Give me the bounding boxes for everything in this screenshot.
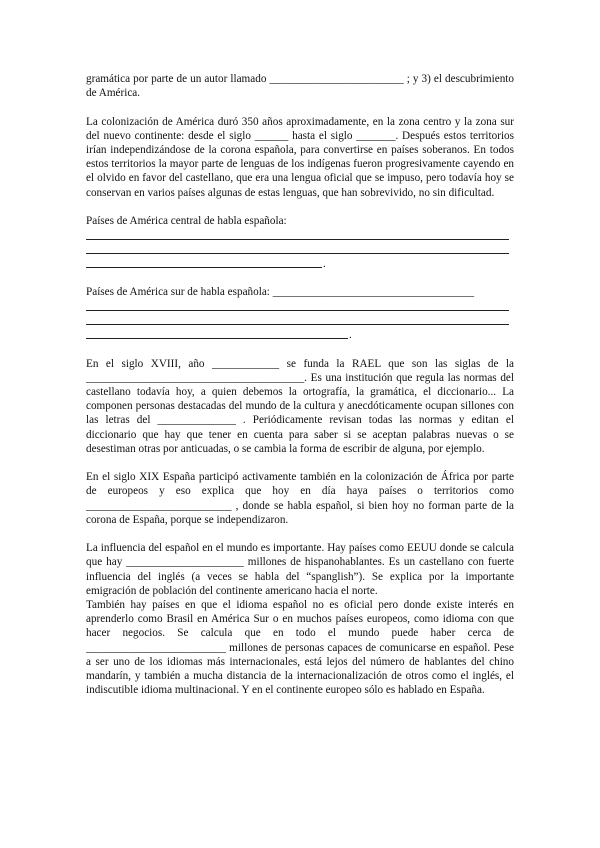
answer-line[interactable] [86, 299, 514, 313]
line-period: . [323, 258, 326, 271]
line-period: . [349, 329, 352, 342]
answer-line[interactable] [86, 228, 514, 242]
paragraph-grammar-author: gramática por parte de un autor llamado ________________________ ; y 3) el descubrimiento de América. [86, 73, 514, 100]
paragraph-influence: La influencia del español en el mundo es importante. Hay países como EEUU donde se calcula que hay _____________________ millones de hispanohablantes. Es un castellano con fuerte influencia del inglés (a veces se habla del “spanglish”). Se explica por la importante emigración de población del continente americano hacia el norte. [86, 542, 514, 597]
paragraph-africa: En el siglo XIX España participó activamente también en la colonización de África por parte de europeos y eso explica que hoy en día haya países o territorios como __________________________ , donde se habla español, si bien hoy no forman parte de la corona de España, porque se independizaron. [86, 471, 514, 526]
paragraph-rae: En el siglo XVIII, año ____________ se funda la RAEL que son las siglas de la _______________________________________. Es una institución que regula las normas del castellano todavía hoy, a quien debemos la ortografía, la gramática, el diccionario... La componen personas destacadas del mundo de la cultura y anecdóticamente ocupan sillones con las letras del ______________ . Periódicamente revisan todas las normas y editan el diccionario que hay que tener en cuenta para saber si se aceptan palabras nuevas o se desestiman otras por anticuadas, o se cambia la forma de escribir de alguna, por ejemplo. [86, 357, 514, 455]
paragraph-worldwide-speakers: También hay países en que el idioma español no es oficial pero donde existe interés en aprenderlo como Brasil en América Sur o en muchos países europeos, como idioma con que hacer negocios. Se calcula que en todo el mundo puede haber cerca de _________________________ millones de personas capaces de comunicarse en español. Pese a ser uno de los idiomas más internacionales, está lejos del número de hablantes del chino mandarín, y también a mucha distancia de la internacionalización de otros como el inglés, el indiscutible idioma multinacional. Y en el continente europeo sólo es hablado en España. [86, 598, 514, 697]
document-body [86, 72, 514, 697]
paragraph-colonization: La colonización de América duró 350 años aproximadamente, en la zona centro y la zona sur del nuevo continente: desde el siglo ______ hasta el siglo _______. Después estos territorios irían independizándose de la corona española, para convertirse en países soberanos. En todos estos territorios la mayor parte de lenguas de los indígenas fueron progresivamente cayendo en el olvido en favor del castellano, que era una lengua oficial que se impuso, pero todavía hoy se conservan en varios países algunas de estas lenguas, que han sobrevivido, no sin dificultad. [86, 115, 514, 199]
label-south-america-countries: Países de América sur de habla española: ____________________________________ [86, 286, 475, 299]
answer-line[interactable] [86, 328, 514, 342]
answer-line[interactable] [86, 257, 514, 271]
answer-line[interactable] [86, 314, 514, 328]
answer-line[interactable] [86, 243, 514, 257]
label-central-america-countries: Países de América central de habla española: [86, 215, 287, 227]
